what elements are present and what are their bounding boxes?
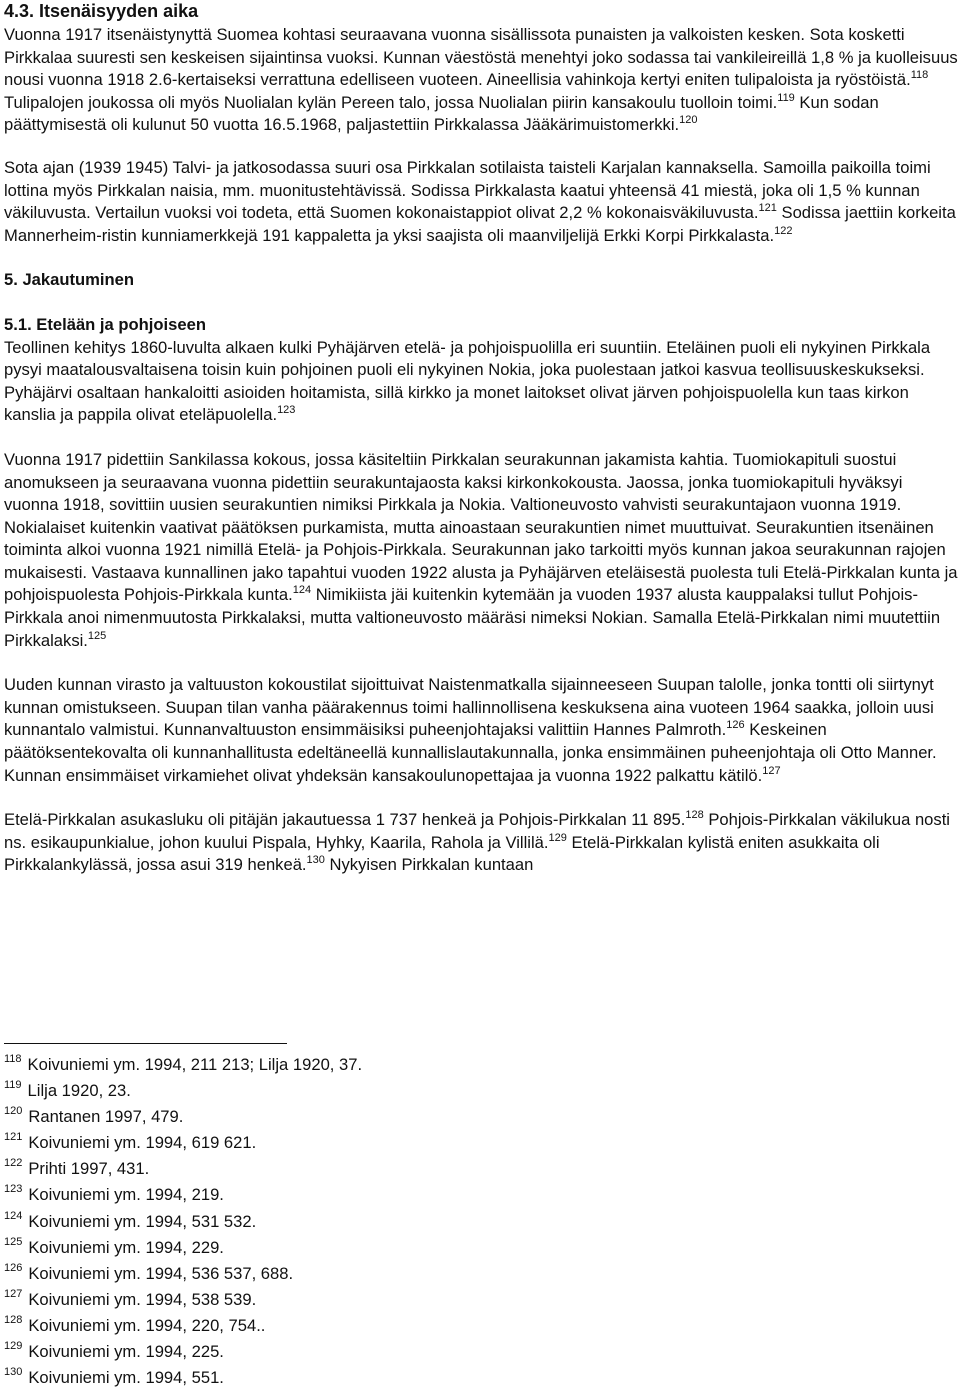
text-run: Keskeinen päätöksentekovalta oli kunnanhallitusta edeltäneellä kunnallislautakunnalla, jonka ensimmäinen puheenjohtaja oli Otto Manner. Kunnan ensimmäiset virkamiehet olivat yhdeksän kansakoulunopettajaa ja vuonna 1922 palkattu kätilö.: [4, 720, 937, 785]
text-run: Nykyisen Pirkkalan kuntaan: [324, 855, 534, 875]
footnote-reference[interactable]: 125: [87, 629, 107, 642]
paragraph-asukasluku: [4, 809, 958, 877]
footnote-number: 123: [4, 1183, 23, 1196]
footnote-reference[interactable]: 120: [679, 114, 698, 127]
section-title: 4.3. Itsenäisyyden aika: [4, 1, 199, 21]
paragraph-teollinen-kehitys: [4, 337, 958, 427]
footnote-number: 119: [4, 1079, 22, 1092]
footnote-number: 129: [4, 1340, 23, 1353]
footnote-reference[interactable]: 124: [292, 584, 312, 597]
footnote-item: [4, 1078, 704, 1104]
paragraph-seurakuntajako: [4, 449, 958, 652]
footnote-text: Koivuniemi ym. 1994, 225.: [28, 1342, 224, 1362]
footnote-item: [4, 1287, 704, 1313]
footnote-number: 125: [4, 1235, 23, 1248]
footnote-text: Lilja 1920, 23.: [27, 1081, 131, 1101]
text-run: Etelä-Pirkkalan asukasluku oli pitäjän jakautuessa 1 737 henkeä ja Pohjois-Pirkkalan 11 895.: [4, 810, 686, 830]
text-run: Etelä-Pirkkalan kylistä eniten asukkaita oli Pirkkalankylässä, jossa asui 319 henkeä.: [4, 832, 880, 875]
footnote-reference[interactable]: 121: [758, 202, 777, 215]
footnote-number: 124: [4, 1209, 23, 1222]
chapter-title: 5. Jakautuminen: [4, 270, 135, 290]
paragraph-uusi-kunta: [4, 674, 958, 787]
footnote-text: Koivuniemi ym. 1994, 220, 754..: [28, 1315, 266, 1335]
text-run: Pohjois-Pirkkalan väkilukua nosti ns. esikaupunkialue, johon kuului Pispala, Hyhky, Kaarila, Rahola ja Villilä.: [4, 810, 950, 852]
text-run: Teollinen kehitys 1860-luvulta alkaen kulki Pyhäjärven etelä- ja pohjoispuolilla eri suuntiin. Eteläinen puoli eli nykyinen Pirkkala pysyi maatalousvaltaisena toisin kuin pohjoinen puoli eli nykyinen Nokia, joka puolestaan jatkoi kasvua teollisuuskeskukseksi. Pyhäjärvi osaltaan hankaloitti asioiden hoitamista, sillä kirkko ja monet laitokset olivat järven pohjoispuolella kun taas kirkon kanslia ja pappila olivat eteläpuolella.: [4, 337, 931, 425]
footnote-text: Prihti 1997, 431.: [28, 1159, 150, 1179]
footnote-number: 118: [4, 1053, 22, 1065]
footnote-item: [4, 1052, 704, 1078]
footnote-reference[interactable]: 130: [306, 854, 325, 867]
footnote-number: 120: [4, 1105, 23, 1118]
text-run: Vuonna 1917 pidettiin Sankilassa kokous, jossa käsiteltiin Pirkkalan seurakunnan jakamista kahtia. Tuomiokapituli suostui anomukseen ja seuraavana vuonna pidettiin seurakuntajaosta kaksi kirkonkokousta. Jaossa, jonka tuomiokapituli hyväksyi vuonna 1918, sovittiin uusien seurakuntien nimiksi Pirkkala ja Nokia. Valtioneuvosto vahvisti seurakuntajaon vuonna 1919. Nokialaiset kuitenkin vaativat päätöksen purkamista, mutta ainoastaan seurakuntien nimet muuttuivat. Seurakuntien itsenäinen toiminta alkoi vuonna 1921 nimillä Etelä- ja Pohjois-Pirkkala. Seurakunnan jako tarkoitti myös kunnan jakoa seurakunnan rajojen mukaisesti. Vastaava kunnallinen jako tapahtui vuoden 1922 alusta ja Pyhäjärven eteläisestä puolesta tuli Etelä-Pirkkalan kunta ja pohjoispuolesta Pohjois-Pirkkala kunta.: [4, 449, 958, 605]
footnote-text: Koivuniemi ym. 1994, 531 532.: [28, 1211, 257, 1231]
footnote-item: [4, 1235, 704, 1261]
text-run: Uuden kunnan virasto ja valtuuston kokoustilat sijoittuivat Naistenmatkalla sijainneeseen Suupan talolle, jonka tontti oli siirtynyt kunnan omistukseen. Suupan tilan vanha päärakennus toimi hallinnollisena keskuksena aina vuoteen 1964 saakka, jolloin uusi kunnantalo valmistui. Kunnanvaltuuston ensimmäisiksi puheenjohtajaksi valittiin Hannes Palmroth.: [4, 675, 934, 740]
footnote-reference[interactable]: 122: [774, 224, 793, 237]
footnote-number: 122: [4, 1157, 23, 1170]
footnote-text: Koivuniemi ym. 1994, 229.: [28, 1237, 224, 1257]
footnote-number: 126: [4, 1261, 23, 1274]
footnote-text: Koivuniemi ym. 1994, 219.: [28, 1185, 224, 1205]
footnote-item: [4, 1261, 704, 1287]
paragraph-talvisota: [4, 157, 958, 247]
footnote-item: [4, 1156, 704, 1182]
text-run: Kun sodan päättymisestä oli kulunut 50 vuotta 16.5.1968, paljastettiin Pirkkalassa Jääkärimuistomerkki.: [4, 92, 879, 135]
footnote-reference[interactable]: 129: [548, 831, 567, 844]
footnote-number: 128: [4, 1313, 23, 1326]
footnote-item: [4, 1313, 704, 1339]
footnote-item: [4, 1130, 704, 1156]
footnote-text: Koivuniemi ym. 1994, 619 621.: [28, 1133, 257, 1153]
footnote-text: Rantanen 1997, 479.: [28, 1107, 184, 1127]
footnote-item: [4, 1182, 704, 1208]
footnote-reference[interactable]: 118: [910, 69, 929, 82]
footnote-reference[interactable]: 128: [685, 809, 704, 822]
footnote-reference[interactable]: 127: [762, 764, 781, 777]
footnote-reference[interactable]: 119: [777, 91, 795, 104]
footnote-divider: [4, 1043, 287, 1044]
footnote-text: Koivuniemi ym. 1994, 538 539.: [28, 1289, 257, 1309]
footnote-text: Koivuniemi ym. 1994, 211 213; Lilja 1920, 37.: [27, 1055, 363, 1074]
document-page: [4, 0, 958, 877]
footnote-item: [4, 1339, 704, 1365]
text-run: Tulipalojen joukossa oli myös Nuolialan kylän Pereen talo, jossa Nuolialan piirin kansakoulu tuolloin toimi.: [4, 92, 778, 112]
footnote-item: [4, 1209, 704, 1235]
footnote-number: 130: [4, 1366, 23, 1379]
footnote-number: 127: [4, 1287, 23, 1300]
footnotes-list: [4, 1052, 704, 1391]
footnote-item: [4, 1365, 704, 1391]
footnote-number: 121: [4, 1131, 23, 1144]
text-run: Sota ajan (1939 1945) Talvi- ja jatkosodassa suuri osa Pirkkalan sotilaista taisteli Karjalan kannaksella. Samoilla paikoilla toimi lottina myös Pirkkalan naisia, mm. muonitustehtävissä. Sodissa Pirkkalasta kaatui yhteensä 41 miestä, joka oli 1,5 % kunnan väkiluvusta. Vertailun vuoksi voi todeta, että Suomen kokonaistappiot olivat 2,2 % kokonaisväkiluvusta.: [4, 157, 931, 223]
footnote-item: [4, 1104, 704, 1130]
text-run: Vuonna 1917 itsenäistynyttä Suomea kohtasi seuraavana vuonna sisällissota punaisten ja valkoisten kesken. Sota kosketti Pirkkalaa suuresti sen keskeisen sijaintinsa vuoksi. Kunnan väestöstä menehtyi joko sodassa tai vankileireillä 1,8 % ja kuolleisuus nousi vuonna 1918 2.6-kertaiseksi verrattuna edelliseen vuoteen. Aineellisia vahinkoja kertyi eniten tulipaloista ja ryöstöistä.: [4, 25, 958, 90]
footnote-reference[interactable]: 123: [277, 404, 296, 417]
text-run: Sodissa jaettiin korkeita Mannerheim-ristin kunniamerkkejä 191 kappaletta ja yksi saajista oli maanviljelijä Erkki Korpi Pirkkalasta.: [4, 203, 956, 245]
text-run: Nimikiista jäi kuitenkin kytemään ja vuoden 1937 alusta kauppalaksi tullut Pohjois-Pirkkala anoi nimenmuutosta Pirkkalaksi, mutta valtioneuvosto määräsi nimeksi Nokian. Samalla Etelä-Pirkkalan nimi muutettiin Pirkkalaksi.: [4, 585, 941, 650]
paragraph-sisallissota: [4, 24, 958, 137]
footnote-text: Koivuniemi ym. 1994, 551.: [28, 1368, 224, 1388]
footnote-reference[interactable]: 126: [726, 719, 745, 732]
footnote-text: Koivuniemi ym. 1994, 536 537, 688.: [28, 1263, 294, 1283]
subsection-title: 5.1. Etelään ja pohjoiseen: [4, 314, 206, 334]
